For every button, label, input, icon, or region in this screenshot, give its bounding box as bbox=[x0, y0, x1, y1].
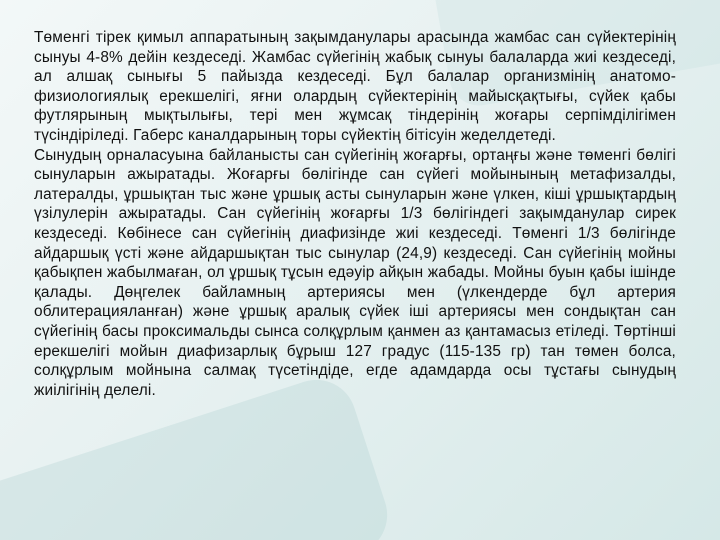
paragraph-2: Сынудың орналасуына байланысты сан сүйегінің жоғарғы, ортаңғы және төменгі бөлігі сынуларын ажыратады. Жоғарғы бөлігінде сан сүйегі мойынының метафизалды, латералды, ұршықтан тыс және ұршық асты сынуларын және үлкен, кіші ұршықтардың үзілулерін ажыратады. Сан сүйегінің жоғарғы 1/3 бөлігіндегі зақымданулар сирек кездеседі. Көбінесе сан сүйегінің диафизінде жиі кездеседі. Төменгі 1/3 бөлігінде айдаршық үсті және айдаршықтан тыс сынулар (24,9) кездеседі. Сан сүйегінің мойны қабықпен жабылмаған, ол ұршық тұсын едәуір айқын жабады. Мойны буын қабы ішінде қалады. Дөңгелек байламның артериясы мен (үлкендерде бұл артерия облитерацияланған) және ұршық аралық сүйек іші артериясы мен сондықтан сан сүйегінің басы проксимальды сынса солқұрлым қанмен аз қантамасыз етіледі. Төртінші ерекшелігі мойын диафизарлық бұрыш 127 градус (115-135 гр) тан төмен болса, солқұрлым мойнына салмақ түсетіндіде, егде адамдарда осы тұстағы сынудың жиілігінің делелі. bbox=[34, 146, 676, 399]
document-body bbox=[34, 28, 676, 400]
paragraph-1: Төменгі тірек қимыл аппаратының зақымданулары арасында жамбас сан сүйектерінің сынуы 4-8% дейін кездеседі. Жамбас сүйегінің жабық сынуы балаларда жиі кездеседі, ал алшақ сынығы 5 пайызда кездеседі. Бұл балалар организмінің анатомо-физиологиялық ерекшелігі, яғни олардың сүйектерінің майысқақтығы, сүйек қабы футлярының мықтылығы, тері мен жұмсақ тіндерінің жоғары серпімділігімен түсіндіріледі. Габерс каналдарының торы сүйектің бітісуін жеделдетеді. bbox=[34, 29, 676, 144]
